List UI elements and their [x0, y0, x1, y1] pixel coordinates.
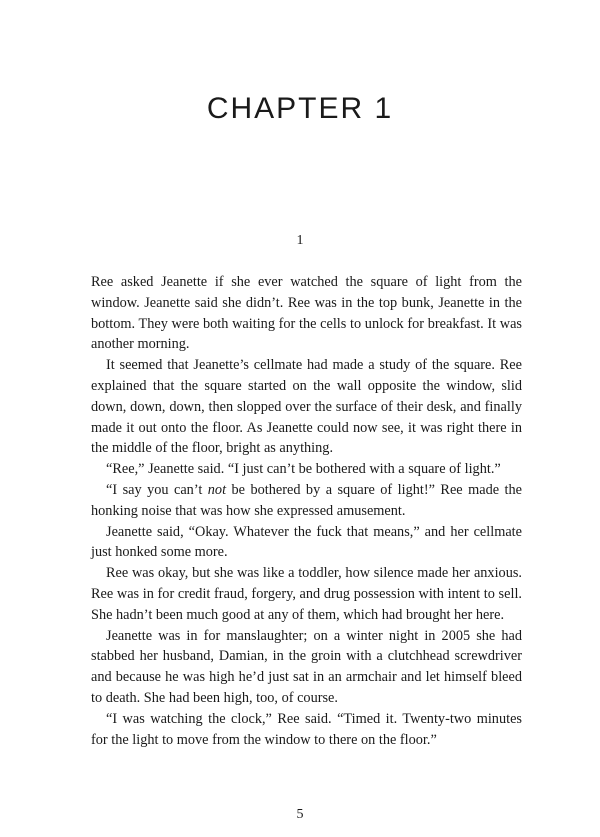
paragraph-4-after: be bothered by a square of light!” Ree made the honking noise that was how she expressed amusement.	[91, 481, 522, 519]
paragraph-4-emphasis: not	[207, 481, 227, 498]
paragraph-3: “Ree,” Jeanette said. “I just can’t be bothered with a square of light.”	[106, 461, 501, 478]
page-number: 5	[296, 807, 304, 822]
paragraph-4	[91, 480, 522, 522]
chapter-title: CHAPTER 1	[206, 92, 394, 125]
body-text	[91, 272, 522, 750]
paragraph-2: It seemed that Jeanette’s cellmate had made a study of the square. Ree explained that the square started on the wall opposite the window, slid down, down, down, then slopped over the surface of their desk, and finally made it out onto the floor. As Jeanette could now see, it was right there in the middle of the floor, bright as anything.	[91, 357, 522, 457]
paragraph-1: Ree asked Jeanette if she ever watched the square of light from the window. Jeanette said she didn’t. Ree was in the top bunk, Jeanette in the bottom. They were both waiting for the cells to unlock for breakfast. It was another morning.	[91, 274, 522, 353]
paragraph-6: Ree was okay, but she was like a toddler, how silence made her anxious. Ree was in for credit fraud, forgery, and drug possession with intent to sell. She hadn’t been much good at any of them, which had brought her here.	[91, 565, 522, 623]
paragraph-4-before: “I say you can’t	[106, 481, 208, 498]
paragraph-8: “I was watching the clock,” Ree said. “Timed it. Twenty-two minutes for the light to move from the window to there on the floor.”	[91, 710, 522, 748]
paragraph-7: Jeanette was in for manslaughter; on a winter night in 2005 she had stabbed her husband, Damian, in the groin with a clutchhead screwdriver and because he was high he’d just sat in an armchair and let himself bleed to death. She had been high, too, of course.	[91, 627, 522, 706]
section-number: 1	[296, 233, 304, 248]
paragraph-5: Jeanette said, “Okay. Whatever the fuck that means,” and her cellmate just honked some more.	[91, 523, 522, 561]
